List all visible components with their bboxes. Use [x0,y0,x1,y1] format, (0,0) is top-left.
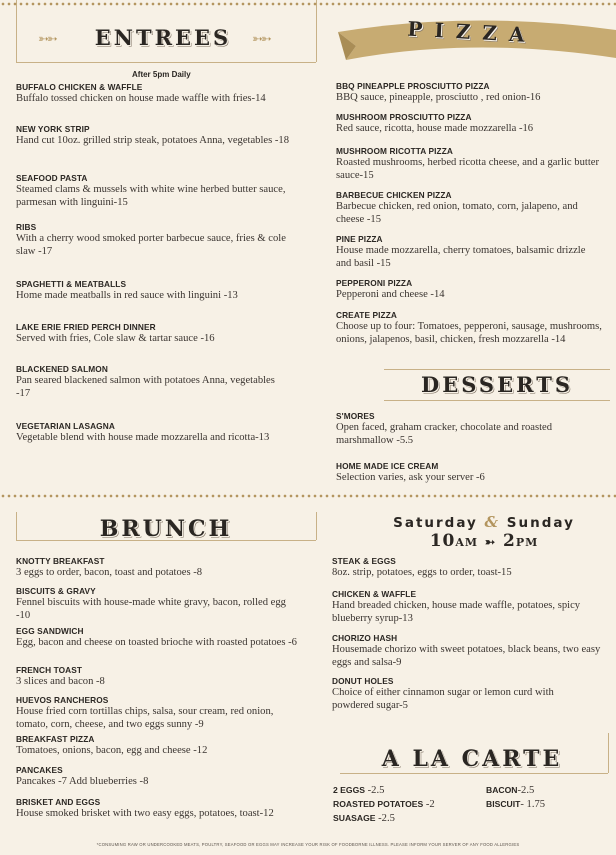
menu-item [332,556,608,580]
menu-item [16,421,316,445]
menu-item [332,589,608,625]
item-desc: Choose up to four: Tomatoes, pepperoni, sausage, mushrooms, onions, jalapenos, basil, chicken, fresh mozzarella -14 [336,321,602,345]
item-desc: Roasted mushrooms, herbed ricotta cheese, and a garlic butter sauce-15 [336,157,599,181]
menu-item [16,695,291,731]
border-line [16,62,316,63]
start-hour: 10 [429,531,456,551]
menu-item [16,556,316,580]
item-name: MUSHROOM PROSCIUTTO PIZZA [336,112,472,122]
brunch-times [384,531,584,551]
menu-item [336,278,606,302]
item-name: LAKE ERIE FRIED PERCH DINNER [16,322,156,332]
item-desc: Housemade chorizo with sweet potatoes, black beans, two easy eggs and salsa-9 [332,644,601,668]
item-desc: Barbecue chicken, red onion, tomato, corn, jalapeno, and cheese -15 [336,201,578,225]
item-name: S'MORES [336,411,375,421]
item-desc: Red sauce, ricotta, house made mozzarella -16 [336,123,534,134]
menu-item [16,322,316,346]
arrow-ornament-right: ➳➳ [252,31,270,46]
pizza-heading: PIZZA [406,16,538,48]
dotted-divider-top [0,2,616,6]
menu-item [336,234,598,270]
item-name: PANCAKES [16,765,63,775]
carte-item [333,813,395,824]
item-desc: Fennel biscuits with house-made white gravy, bacon, rolled egg -10 [16,597,286,621]
item-desc: Hand breaded chicken, house made waffle, potatoes, spicy blueberry syrup-13 [332,600,581,624]
item-name: RIBS [16,222,37,232]
menu-item [16,765,306,789]
menu-item [16,586,286,622]
item-name: CHICKEN & WAFFLE [332,589,417,599]
carte-price: -2.5 [375,813,395,824]
arrow-ornament-left: ➳➳ [38,31,56,46]
arrow-icon: ➳ [485,535,497,549]
item-name: BISCUITS & GRAVY [16,586,96,596]
desserts-heading: DESSERTS [421,372,573,397]
brunch-days [384,513,584,531]
item-name: CREATE PIZZA [336,310,397,320]
brunch-heading: BRUNCH [99,516,233,542]
menu-item [336,461,606,485]
ampersand: & [484,513,501,531]
item-name: BARBECUE CHICKEN PIZZA [336,190,452,200]
item-name: BRISKET AND EGGS [16,797,101,807]
entrees-heading: ENTREES [94,25,232,50]
item-name: SPAGHETTI & MEATBALLS [16,279,127,289]
carte-price: -2.5 [517,785,535,796]
border-line [316,512,317,540]
menu-item [332,633,608,669]
item-desc: Hand cut 10oz. grilled strip steak, potatoes Anna, vegetables -18 [16,135,290,146]
menu-item [16,364,286,400]
menu-item [336,112,606,136]
item-name: NEW YORK STRIP [16,124,90,134]
item-desc: 3 slices and bacon -8 [16,676,105,687]
item-name: FRENCH TOAST [16,665,83,675]
item-desc: Buffalo tossed chicken on house made waffle with fries-14 [16,93,266,104]
carte-item [486,785,534,796]
a-la-carte-heading: A LA CARTE [381,746,563,772]
menu-item [336,81,606,105]
item-name: DONUT HOLES [332,676,394,686]
border-line [340,773,608,774]
carte-name: BISCUIT [486,799,521,809]
border-line [608,733,609,773]
carte-price: -2 [423,799,435,810]
menu-item [16,279,316,303]
carte-item [333,799,435,810]
border-line [16,512,17,540]
item-desc: Home made meatballs in red sauce with linguini -13 [16,290,238,301]
item-name: STEAK & EGGS [332,556,396,566]
end-unit: PM [515,536,539,549]
item-desc: House fried corn tortillas chips, salsa, sour cream, red onion, tomato, corn, cheese, and two eggs sunny -9 [16,706,274,730]
menu-item [16,734,306,758]
item-desc: Pan seared blackened salmon with potatoes Anna, vegetables -17 [16,375,275,399]
item-desc: Vegetable blend with house made mozzarella and ricotta-13 [16,432,270,443]
item-desc: Steamed clams & mussels with white wine herbed butter sauce, parmesan with linguini-15 [16,184,286,208]
menu-item [16,124,306,148]
entrees-time-note: After 5pm Daily [132,70,191,79]
allergy-disclaimer: *CONSUMING RAW OR UNDERCOOKED MEATS, POULTRY, SEAFOOD OR EGGS MAY INCREASE YOUR RISK OF FOODBORNE ILLNESS. PLEASE INFORM YOUR SERVER OF ANY FOOD ALLERGIES [96,842,520,847]
menu-item [336,190,608,226]
menu-item [336,411,606,447]
menu-item [336,146,601,182]
item-desc: Egg, bacon and cheese on toasted brioche with roasted potatoes -6 [16,637,297,648]
carte-item [486,799,545,810]
item-name: BBQ PINEAPPLE PROSCIUTTO PIZZA [336,81,490,91]
item-name: MUSHROOM RICOTTA PIZZA [336,146,453,156]
item-name: HUEVOS RANCHEROS [16,695,109,705]
carte-price: - 1.75 [520,799,546,810]
dotted-divider-middle [0,494,616,498]
carte-item [333,785,384,796]
end-hour: 2 [503,531,516,551]
menu-item [16,222,306,258]
item-desc: BBQ sauce, pineapple, prosciutto , red onion-16 [336,92,541,103]
brunch-hours [384,513,584,551]
item-desc: Pepperoni and cheese -14 [336,289,445,300]
day-sunday: Sunday [506,515,575,531]
menu-item [16,626,301,650]
item-name: EGG SANDWICH [16,626,84,636]
start-unit: AM [455,536,479,549]
day-saturday: Saturday [393,515,478,531]
carte-name: SUASAGE [333,813,376,823]
border-line [316,0,317,62]
border-line [16,0,17,62]
item-name: BUFFALO CHICKEN & WAFFLE [16,82,143,92]
menu-item [16,797,291,821]
item-name: BLACKENED SALMON [16,364,108,374]
item-desc: Pancakes -7 Add blueberries -8 [16,776,149,787]
carte-price: -2.5 [365,785,385,796]
item-name: SEAFOOD PASTA [16,173,88,183]
item-desc: With a cherry wood smoked porter barbecue sauce, fries & cole slaw -17 [16,233,286,257]
menu-item [336,310,602,346]
carte-name: BACON [486,785,518,795]
item-desc: House made mozzarella, cherry tomatoes, balsamic drizzle and basil -15 [336,245,586,269]
item-name: PEPPERONI PIZZA [336,278,413,288]
item-name: HOME MADE ICE CREAM [336,461,439,471]
item-name: KNOTTY BREAKFAST [16,556,105,566]
carte-name: 2 EGGS [333,785,365,795]
item-desc: 8oz. strip, potatoes, eggs to order, toast-15 [332,567,512,578]
item-desc: House smoked brisket with two easy eggs, potatoes, toast-12 [16,808,274,819]
menu-item [16,173,306,209]
item-desc: Tomatoes, onions, bacon, egg and cheese -12 [16,745,208,756]
menu-item [332,676,592,712]
menu-item [16,82,316,106]
item-name: CHORIZO HASH [332,633,398,643]
item-desc: Selection varies, ask your server -6 [336,472,485,483]
item-desc: Served with fries, Cole slaw & tartar sauce -16 [16,333,215,344]
item-name: PINE PIZZA [336,234,383,244]
item-name: BREAKFAST PIZZA [16,734,95,744]
item-desc: 3 eggs to order, bacon, toast and potatoes -8 [16,567,203,578]
item-name: VEGETARIAN LASAGNA [16,421,115,431]
menu-item [16,665,306,689]
item-desc: Choice of either cinnamon sugar or lemon curd with powdered sugar-5 [332,687,554,711]
item-desc: Open faced, graham cracker, chocolate and roasted marshmallow -5.5 [336,422,553,446]
carte-name: ROASTED POTATOES [333,799,424,809]
